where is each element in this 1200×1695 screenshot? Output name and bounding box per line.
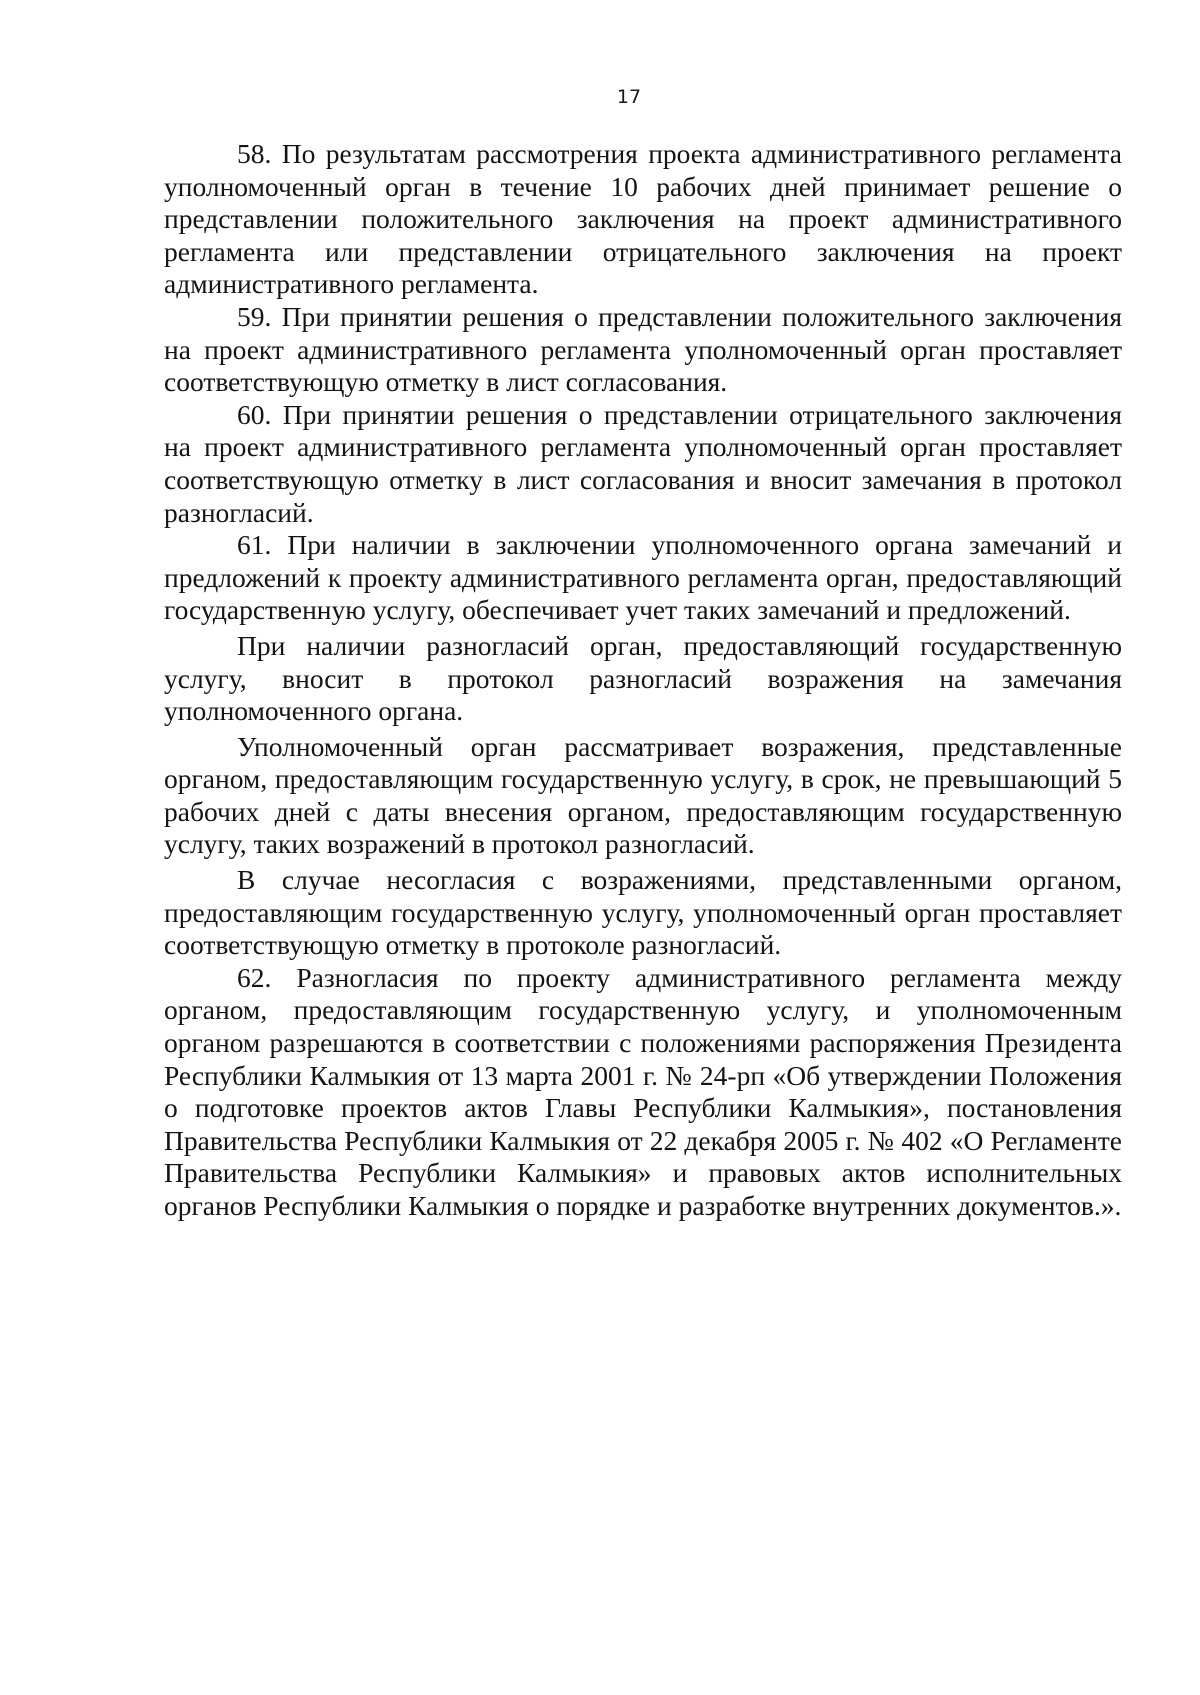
document-body (164, 138, 1122, 1223)
page-number: 17 (616, 86, 642, 108)
paragraph-61-disagreements: При наличии разногласий орган, предоставляющий государственную услугу, вносит в протокол разногласий возражения на замечания уполномоченного органа. (164, 629, 1122, 727)
paragraph-61-review: Уполномоченный орган рассматривает возражения, представленные органом, предоставляющим государственную услугу, в срок, не превышающий 5 рабочих дней с даты внесения органом, предоставляющим государственную услугу, таких возражений в протокол разногласий. (164, 730, 1122, 860)
paragraph-61: 61. При наличии в заключении уполномоченного органа замечаний и предложений к проекту административного регламента орган, предоставляющий государственную услугу, обеспечивает учет таких замечаний и предложений. (164, 529, 1122, 626)
paragraph-60: 60. При принятии решения о представлении отрицательного заключения на проект административного регламента уполномоченный орган проставляет соответствующую отметку в лист согласования и вносит замечания в протокол разногласий. (164, 398, 1122, 528)
paragraph-58: 58. По результатам рассмотрения проекта административного регламента уполномоченный орган в течение 10 рабочих дней принимает решение о представлении положительного заключения на проект административного регламента или представлении отрицательного заключения на проект административного регламента. (164, 138, 1122, 300)
paragraph-59: 59. При принятии решения о представлении положительного заключения на проект административного регламента уполномоченный орган проставляет соответствующую отметку в лист согласования. (164, 300, 1122, 398)
paragraph-62: 62. Разногласия по проекту административного регламента между органом, предоставляющим государственную услугу, и уполномоченным органом разрешаются в соответствии с положениями распоряжения Президента Республики Калмыкия от 13 марта 2001 г. № 24-рп «Об утверждении Положения о подготовке проектов актов Главы Республики Калмыкия», постановления Правительства Республики Калмыкия от 22 декабря 2005 г. № 402 «О Регламенте Правительства Республики Калмыкия» и правовых актов исполнительных органов Республики Калмыкия о порядке и разработке внутренних документов.». (164, 961, 1122, 1221)
paragraph-61-nonagreement: В случае несогласия с возражениями, представленными органом, предоставляющим государственную услугу, уполномоченный орган проставляет соответствующую отметку в протоколе разногласий. (164, 864, 1122, 961)
